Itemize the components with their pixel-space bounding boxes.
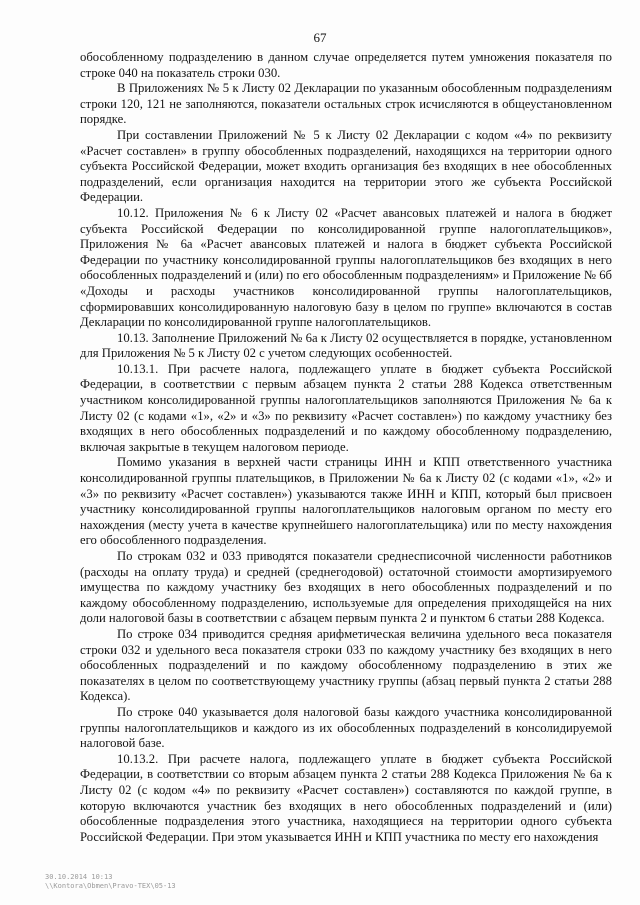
stamp-line: \\Kontora\Obmen\Pravo-ТЕХ\05-13 xyxy=(45,882,176,890)
file-stamp xyxy=(45,873,176,891)
paragraph: 10.13.2. При расчете налога, подлежащего уплате в бюджет субъекта Российской Федерации, в соответствии со вторым абзацем пункта 2 статьи 288 Кодекса Приложения № 6а к Листу 02 (с кодом «4» по реквизиту «Расчет составлен») составляются по каждой группе, в которую включаются участник без входящих в него обособленных подразделений и (или) обособленные подразделения этого участника, находящиеся на территории одного субъекта Российской Федерации. При этом указывается ИНН и КПП участника по месту его нахождения xyxy=(80,751,612,844)
paragraph: обособленному подразделению в данном случае определяется путем умножения показателя по строке 040 на показатель строки 030. xyxy=(80,50,612,80)
paragraph: В Приложениях № 5 к Листу 02 Декларации по указанным обособленным подразделениям строки 120, 121 не заполняются, показатели остальных строк исчисляются в общеустановленном порядке. xyxy=(80,81,612,127)
paragraph: По строкам 032 и 033 приводятся показатели среднесписочной численности работников (расходы на оплату труда) и средней (среднегодовой) остаточной стоимости амортизируемого имущества по каждому участнику без входящих в него обособленных подразделений и по каждому обособленному подразделению, используемые для определения приходящейся на них доли налоговой базы в соответствии с абзацем первым пункта 2 и пунктом 6 статьи 288 Кодекса. xyxy=(80,549,612,626)
body-text xyxy=(80,50,612,845)
paragraph: Помимо указания в верхней части страницы ИНН и КПП ответственного участника консолидированной группы плательщиков, в Приложении № 6а к Листу 02 (с кодами «1», «2» и «3» по реквизиту «Расчет составлен») указываются также ИНН и КПП, который был присвоен участнику консолидированной группы налогоплательщиков налоговым органом по месту его нахождения (месту учета в качестве крупнейшего налогоплательщика) или по месту нахождения его обособленного подразделения. xyxy=(80,455,612,548)
paragraph: По строке 040 указывается доля налоговой базы каждого участника консолидированной группы налогоплательщиков и каждого из их обособленных подразделений в консолидируемой налоговой базе. xyxy=(80,704,612,751)
paragraph: По строке 034 приводится средняя арифметическая величина удельного веса показателя строки 032 и удельного веса показателя строки 033 по каждому участнику без входящих в него обособленных подразделений и по каждому обособленному подразделению в этих же показателях в целом по соответствующему участнику группы (абзац первый пункта 2 статьи 288 Кодекса). xyxy=(80,626,612,704)
paragraph: 10.12. Приложения № 6 к Листу 02 «Расчет авансовых платежей и налога в бюджет субъекта Российской Федерации по консолидированной группе налогоплательщиков», Приложения № 6а «Расчет авансовых платежей и налога в бюджет субъекта Российской Федерации по участнику консолидированной группы налогоплательщиков без входящих в него обособленных подразделений и (или) по его обособленным подразделениям» и Приложение № 6б «Доходы и расходы участников консолидированной группы налогоплательщиков, сформировавших консолидированную налоговую базу в целом по группе» включаются в состав Декларации по консолидированной группе налогоплательщиков. xyxy=(80,205,612,330)
stamp-line: 30.10.2014 10:13 xyxy=(45,873,113,881)
page-number: 67 xyxy=(313,30,327,45)
paragraph: 10.13. Заполнение Приложений № 6а к Листу 02 осуществляется в порядке, установленном для Приложения № 5 к Листу 02 с учетом следующих особенностей. xyxy=(80,330,612,361)
paragraph: При составлении Приложений № 5 к Листу 02 Декларации с кодом «4» по реквизиту «Расчет составлен» в группу обособленных подразделений, находящихся на территории одного субъекта Российской Федерации, может входить организация без входящих в нее обособленных подразделений, если организация находится на территории этого же субъекта Российской Федерации. xyxy=(80,127,612,205)
paragraph: 10.13.1. При расчете налога, подлежащего уплате в бюджет субъекта Российской Федерации, в соответствии с первым абзацем пункта 2 статьи 288 Кодекса ответственным участником консолидированной группы налогоплательщиков заполняются Приложения № 6а к Листу 02 (с кодами «1», «2» и «3» по реквизиту «Расчет составлен») по каждому участнику без входящих в него обособленных подразделений и по каждому обособленному подразделению, включая закрытые в текущем налоговом периоде. xyxy=(80,361,612,454)
